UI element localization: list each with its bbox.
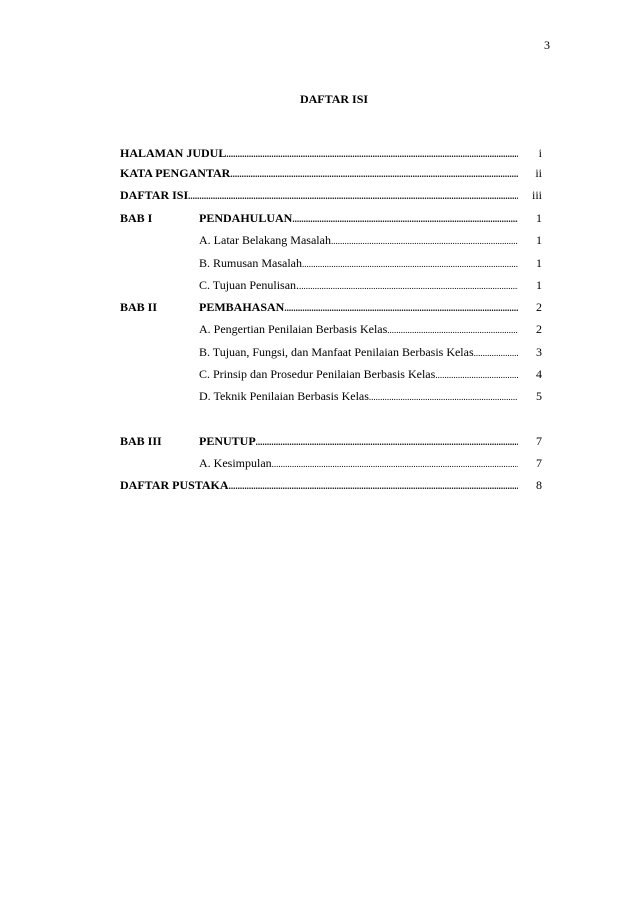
chapter-number: BAB I <box>120 211 153 225</box>
toc-section[interactable] <box>0 277 638 293</box>
toc-chapter-bab-3[interactable] <box>0 433 638 449</box>
chapter-title: PENDAHULUAN <box>199 211 293 225</box>
section-page: 1 <box>536 233 542 247</box>
chapter-number: BAB II <box>120 300 158 314</box>
leader-dots <box>302 256 518 272</box>
toc-section[interactable] <box>0 455 638 471</box>
chapter-page: 2 <box>536 300 542 314</box>
section-label: A. Kesimpulan <box>199 456 272 470</box>
leader-dots <box>435 367 518 383</box>
section-page: 1 <box>536 256 542 270</box>
toc-entry-daftar-pustaka[interactable] <box>0 477 638 493</box>
section-page: 3 <box>536 345 542 359</box>
section-label: A. Pengertian Penilaian Berbasis Kelas <box>199 322 388 336</box>
toc-section[interactable] <box>0 388 638 404</box>
toc-entry-label: HALAMAN JUDUL <box>120 146 227 160</box>
section-page: 1 <box>536 278 542 292</box>
toc-title: DAFTAR ISI <box>299 92 369 106</box>
section-page: 7 <box>536 456 542 470</box>
leader-dots <box>474 345 518 361</box>
section-label: B. Rumusan Masalah <box>199 256 302 270</box>
toc-entry-page: ii <box>535 166 542 180</box>
leader-dots <box>272 456 518 472</box>
toc-chapter-bab-2[interactable] <box>0 299 638 315</box>
leader-dots <box>256 434 518 450</box>
toc-section[interactable] <box>0 366 638 382</box>
leader-dots <box>292 211 518 227</box>
section-page: 4 <box>536 367 542 381</box>
toc-entry-kata-pengantar[interactable] <box>0 165 638 181</box>
toc-section[interactable] <box>0 255 638 271</box>
chapter-title: PEMBAHASAN <box>199 300 285 314</box>
leader-dots <box>229 478 518 494</box>
toc-entry-daftar-isi[interactable] <box>0 187 638 203</box>
section-label: D. Teknik Penilaian Berbasis Kelas <box>199 389 369 403</box>
toc-entry-page: i <box>538 146 542 160</box>
section-page: 5 <box>536 389 542 403</box>
section-label: A. Latar Belakang Masalah <box>199 233 331 247</box>
toc-entry-label: DAFTAR PUSTAKA <box>120 478 229 492</box>
page-number: 3 <box>544 38 550 52</box>
leader-dots <box>188 188 518 204</box>
toc-section[interactable] <box>0 232 638 248</box>
leader-dots <box>299 278 518 294</box>
leader-dots <box>369 389 518 405</box>
toc-chapter-bab-1[interactable] <box>0 210 638 226</box>
toc-section[interactable] <box>0 344 638 360</box>
toc-entry-page: iii <box>531 188 542 202</box>
section-label: C. Tujuan Penulisan. <box>199 278 300 292</box>
leader-dots <box>226 146 518 162</box>
leader-dots <box>387 322 518 338</box>
leader-dots <box>331 233 518 249</box>
section-label: C. Prinsip dan Prosedur Penilaian Berbasis Kelas <box>199 367 436 381</box>
toc-entry-page: 8 <box>536 478 542 492</box>
section-page: 2 <box>536 322 542 336</box>
leader-dots <box>230 166 518 182</box>
toc-entry-halaman-judul[interactable] <box>0 145 638 161</box>
chapter-title: PENUTUP <box>199 434 256 448</box>
toc-entry-label: KATA PENGANTAR <box>120 166 231 180</box>
toc-entry-label: DAFTAR ISI <box>120 188 189 202</box>
section-label: B. Tujuan, Fungsi, dan Manfaat Penilaian Berbasis Kelas <box>199 345 474 359</box>
chapter-page: 1 <box>536 211 542 225</box>
chapter-page: 7 <box>536 434 542 448</box>
chapter-number: BAB III <box>120 434 162 448</box>
toc-section[interactable] <box>0 321 638 337</box>
leader-dots <box>284 300 518 316</box>
